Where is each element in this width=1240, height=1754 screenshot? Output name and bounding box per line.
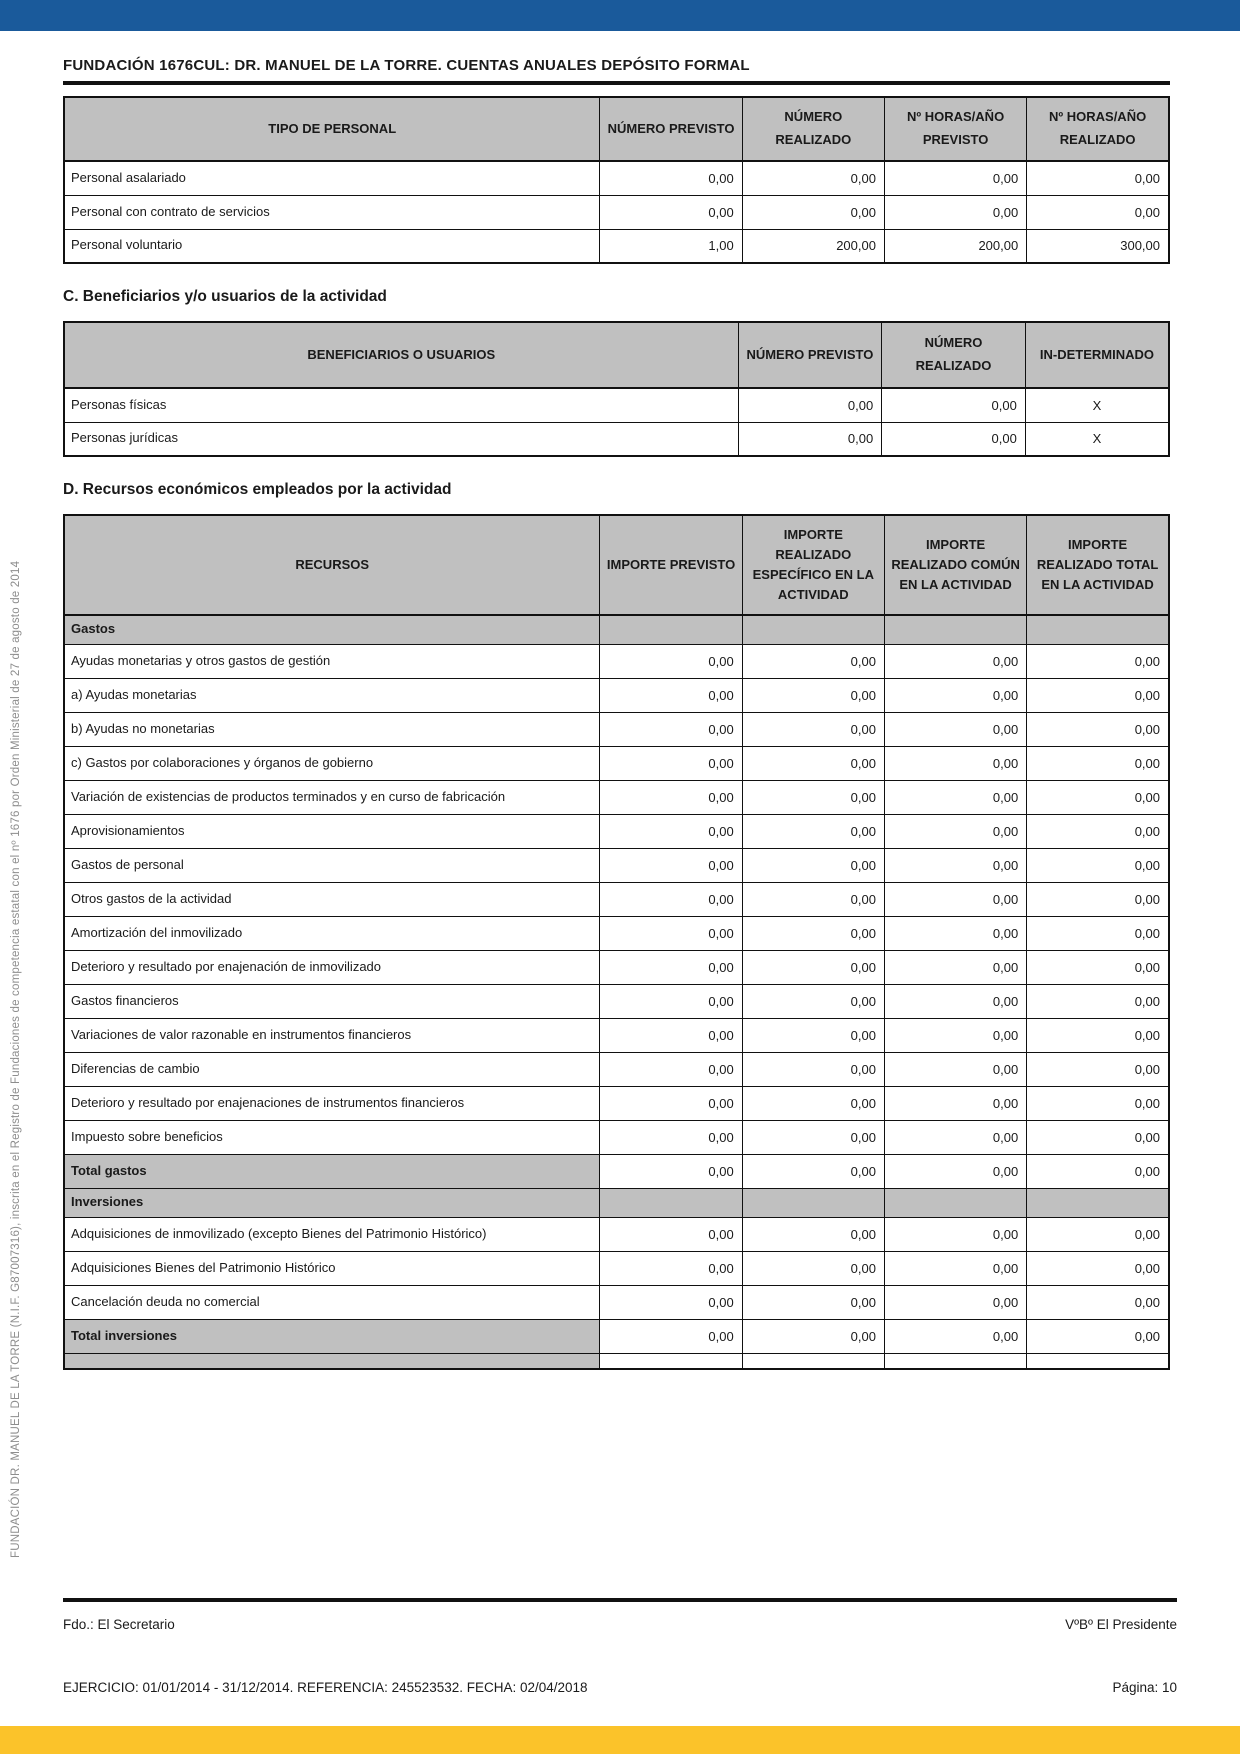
value-cell bbox=[884, 615, 1026, 644]
value-cell: 0,00 bbox=[1027, 780, 1169, 814]
row-label-cell: Diferencias de cambio bbox=[64, 1052, 600, 1086]
column-header: Nº HORAS/AÑO PREVISTO bbox=[884, 97, 1026, 161]
value-cell: 0,00 bbox=[884, 746, 1026, 780]
table-row bbox=[64, 161, 1169, 195]
document-meta-row bbox=[63, 1680, 1177, 1695]
table-row bbox=[64, 422, 1169, 456]
value-cell: 0,00 bbox=[1027, 882, 1169, 916]
column-header: IMPORTE PREVISTO bbox=[600, 515, 742, 615]
column-header: BENEFICIARIOS O USUARIOS bbox=[64, 322, 738, 388]
value-cell: 0,00 bbox=[742, 712, 884, 746]
value-cell: 0,00 bbox=[742, 1052, 884, 1086]
table-row bbox=[64, 1217, 1169, 1251]
row-label-cell: Cancelación deuda no comercial bbox=[64, 1285, 600, 1319]
column-header: IMPORTE REALIZADO COMÚN EN LA ACTIVIDAD bbox=[884, 515, 1026, 615]
row-label-cell: Amortización del inmovilizado bbox=[64, 916, 600, 950]
value-cell: 0,00 bbox=[1027, 161, 1169, 195]
row-label-cell: Total gastos bbox=[64, 1154, 600, 1188]
value-cell bbox=[600, 1353, 742, 1369]
table-row bbox=[64, 195, 1169, 229]
value-cell: 0,00 bbox=[1027, 712, 1169, 746]
row-label-cell: Total inversiones bbox=[64, 1319, 600, 1353]
column-header: Nº HORAS/AÑO REALIZADO bbox=[1027, 97, 1169, 161]
value-cell: 0,00 bbox=[600, 1251, 742, 1285]
value-cell: 0,00 bbox=[882, 388, 1026, 422]
value-cell: 0,00 bbox=[1027, 1217, 1169, 1251]
value-cell: 0,00 bbox=[884, 195, 1026, 229]
value-cell bbox=[742, 1188, 884, 1217]
table-row bbox=[64, 1319, 1169, 1353]
value-cell: 0,00 bbox=[884, 1018, 1026, 1052]
value-cell: 0,00 bbox=[742, 1285, 884, 1319]
value-cell: 0,00 bbox=[600, 1086, 742, 1120]
value-cell: 0,00 bbox=[1027, 916, 1169, 950]
value-cell: 0,00 bbox=[600, 678, 742, 712]
value-cell: 0,00 bbox=[738, 422, 882, 456]
value-cell bbox=[600, 615, 742, 644]
value-cell: 0,00 bbox=[884, 644, 1026, 678]
row-label-cell: Gastos financieros bbox=[64, 984, 600, 1018]
value-cell: 0,00 bbox=[600, 814, 742, 848]
value-cell: 0,00 bbox=[742, 950, 884, 984]
header-row bbox=[64, 97, 1169, 161]
value-cell: 0,00 bbox=[600, 1052, 742, 1086]
row-label-cell: Deterioro y resultado por enajenaciones de instrumentos financieros bbox=[64, 1086, 600, 1120]
row-label-cell: Variaciones de valor razonable en instrumentos financieros bbox=[64, 1018, 600, 1052]
value-cell bbox=[742, 1353, 884, 1369]
value-cell: 0,00 bbox=[882, 422, 1026, 456]
value-cell: 0,00 bbox=[600, 1018, 742, 1052]
row-label-cell: Personal voluntario bbox=[64, 229, 600, 263]
value-cell: 0,00 bbox=[1027, 746, 1169, 780]
value-cell: X bbox=[1025, 388, 1169, 422]
value-cell: 0,00 bbox=[738, 388, 882, 422]
value-cell: 0,00 bbox=[742, 916, 884, 950]
value-cell: 0,00 bbox=[1027, 1018, 1169, 1052]
row-label-cell: Deterioro y resultado por enajenación de inmovilizado bbox=[64, 950, 600, 984]
value-cell: 0,00 bbox=[1027, 950, 1169, 984]
row-label-cell: Inversiones bbox=[64, 1188, 600, 1217]
value-cell: 0,00 bbox=[884, 1217, 1026, 1251]
column-header: NÚMERO REALIZADO bbox=[882, 322, 1026, 388]
value-cell: 0,00 bbox=[884, 950, 1026, 984]
value-cell: 0,00 bbox=[600, 950, 742, 984]
value-cell: 0,00 bbox=[884, 814, 1026, 848]
value-cell: 0,00 bbox=[1027, 195, 1169, 229]
table-row bbox=[64, 1018, 1169, 1052]
value-cell: 0,00 bbox=[1027, 1120, 1169, 1154]
table-row bbox=[64, 984, 1169, 1018]
column-header: RECURSOS bbox=[64, 515, 600, 615]
table-row bbox=[64, 615, 1169, 644]
table-row bbox=[64, 644, 1169, 678]
value-cell: 0,00 bbox=[884, 1120, 1026, 1154]
value-cell: 0,00 bbox=[1027, 1251, 1169, 1285]
bottom-accent-bar bbox=[0, 1726, 1240, 1754]
table-row bbox=[64, 1251, 1169, 1285]
row-label-cell: Personal asalariado bbox=[64, 161, 600, 195]
table-row bbox=[64, 848, 1169, 882]
table-row bbox=[64, 229, 1169, 263]
beneficiaries-table bbox=[63, 321, 1170, 457]
document-page bbox=[63, 31, 1170, 1370]
value-cell: 0,00 bbox=[884, 712, 1026, 746]
value-cell: 0,00 bbox=[742, 814, 884, 848]
row-label-cell: b) Ayudas no monetarias bbox=[64, 712, 600, 746]
value-cell: 0,00 bbox=[600, 1285, 742, 1319]
row-label-cell: Otros gastos de la actividad bbox=[64, 882, 600, 916]
page-number: Página: 10 bbox=[1112, 1680, 1177, 1695]
value-cell: 0,00 bbox=[742, 644, 884, 678]
value-cell: 1,00 bbox=[600, 229, 742, 263]
row-label-cell: Personas físicas bbox=[64, 388, 738, 422]
page-footer bbox=[63, 1598, 1177, 1695]
table-row bbox=[64, 1086, 1169, 1120]
value-cell: 0,00 bbox=[600, 746, 742, 780]
table-row bbox=[64, 1285, 1169, 1319]
value-cell: X bbox=[1025, 422, 1169, 456]
value-cell: 200,00 bbox=[742, 229, 884, 263]
table-row bbox=[64, 780, 1169, 814]
value-cell: 0,00 bbox=[742, 1154, 884, 1188]
value-cell: 0,00 bbox=[1027, 1154, 1169, 1188]
value-cell bbox=[1027, 615, 1169, 644]
table-row bbox=[64, 1188, 1169, 1217]
value-cell: 0,00 bbox=[600, 161, 742, 195]
value-cell: 0,00 bbox=[742, 746, 884, 780]
signature-row bbox=[63, 1598, 1177, 1632]
top-accent-bar bbox=[0, 0, 1240, 31]
value-cell: 0,00 bbox=[1027, 1285, 1169, 1319]
row-label-cell: Personal con contrato de servicios bbox=[64, 195, 600, 229]
column-header: IMPORTE REALIZADO TOTAL EN LA ACTIVIDAD bbox=[1027, 515, 1169, 615]
row-label-cell: Aprovisionamientos bbox=[64, 814, 600, 848]
column-header: NÚMERO PREVISTO bbox=[600, 97, 742, 161]
value-cell: 0,00 bbox=[742, 1086, 884, 1120]
value-cell: 0,00 bbox=[600, 1217, 742, 1251]
value-cell bbox=[884, 1188, 1026, 1217]
value-cell: 0,00 bbox=[742, 1120, 884, 1154]
table-row bbox=[64, 388, 1169, 422]
value-cell: 0,00 bbox=[742, 1018, 884, 1052]
row-label-cell: Personas jurídicas bbox=[64, 422, 738, 456]
table-row bbox=[64, 746, 1169, 780]
value-cell: 0,00 bbox=[884, 678, 1026, 712]
row-label-cell: Ayudas monetarias y otros gastos de gestión bbox=[64, 644, 600, 678]
row-label-cell: c) Gastos por colaboraciones y órganos de gobierno bbox=[64, 746, 600, 780]
value-cell bbox=[1027, 1188, 1169, 1217]
table-row bbox=[64, 814, 1169, 848]
value-cell: 0,00 bbox=[600, 882, 742, 916]
table-row bbox=[64, 712, 1169, 746]
value-cell: 0,00 bbox=[1027, 1086, 1169, 1120]
resources-table bbox=[63, 514, 1170, 1370]
column-header: NÚMERO REALIZADO bbox=[742, 97, 884, 161]
value-cell: 0,00 bbox=[884, 916, 1026, 950]
personnel-table bbox=[63, 96, 1170, 264]
value-cell: 0,00 bbox=[884, 882, 1026, 916]
value-cell: 0,00 bbox=[884, 780, 1026, 814]
value-cell: 0,00 bbox=[600, 1154, 742, 1188]
header-row bbox=[64, 322, 1169, 388]
value-cell: 0,00 bbox=[1027, 984, 1169, 1018]
value-cell: 0,00 bbox=[884, 1285, 1026, 1319]
value-cell: 0,00 bbox=[600, 644, 742, 678]
value-cell: 0,00 bbox=[884, 1154, 1026, 1188]
table-row bbox=[64, 916, 1169, 950]
table-row bbox=[64, 678, 1169, 712]
value-cell: 0,00 bbox=[1027, 1052, 1169, 1086]
value-cell: 0,00 bbox=[742, 161, 884, 195]
value-cell: 0,00 bbox=[884, 1086, 1026, 1120]
value-cell: 0,00 bbox=[742, 780, 884, 814]
value-cell: 0,00 bbox=[1027, 848, 1169, 882]
value-cell: 0,00 bbox=[884, 984, 1026, 1018]
row-label-cell: Variación de existencias de productos terminados y en curso de fabricación bbox=[64, 780, 600, 814]
value-cell: 0,00 bbox=[600, 780, 742, 814]
section-c-heading: C. Beneficiarios y/o usuarios de la actividad bbox=[63, 288, 387, 305]
value-cell: 0,00 bbox=[884, 1052, 1026, 1086]
value-cell: 0,00 bbox=[742, 984, 884, 1018]
value-cell: 0,00 bbox=[884, 161, 1026, 195]
value-cell: 0,00 bbox=[600, 195, 742, 229]
table-row bbox=[64, 1353, 1169, 1369]
header-row bbox=[64, 515, 1169, 615]
secretary-signature-label: Fdo.: El Secretario bbox=[63, 1617, 175, 1632]
table-row bbox=[64, 950, 1169, 984]
row-label-cell: Adquisiciones de inmovilizado (excepto Bienes del Patrimonio Histórico) bbox=[64, 1217, 600, 1251]
section-d-heading: D. Recursos económicos empleados por la actividad bbox=[63, 481, 452, 498]
value-cell: 0,00 bbox=[884, 1251, 1026, 1285]
value-cell: 0,00 bbox=[600, 916, 742, 950]
value-cell: 0,00 bbox=[600, 848, 742, 882]
value-cell bbox=[600, 1188, 742, 1217]
value-cell: 0,00 bbox=[600, 984, 742, 1018]
value-cell: 0,00 bbox=[742, 848, 884, 882]
value-cell: 200,00 bbox=[884, 229, 1026, 263]
value-cell: 0,00 bbox=[1027, 678, 1169, 712]
row-label-cell: Gastos bbox=[64, 615, 600, 644]
value-cell: 0,00 bbox=[742, 1217, 884, 1251]
value-cell: 0,00 bbox=[1027, 814, 1169, 848]
value-cell: 0,00 bbox=[600, 1319, 742, 1353]
value-cell: 0,00 bbox=[742, 678, 884, 712]
value-cell: 0,00 bbox=[884, 848, 1026, 882]
exercise-reference-text: EJERCICIO: 01/01/2014 - 31/12/2014. REFERENCIA: 245523532. FECHA: 02/04/2018 bbox=[63, 1680, 588, 1695]
table-row bbox=[64, 1052, 1169, 1086]
registry-sidebar-note: FUNDACIÓN DR. MANUEL DE LA TORRE (N.I.F. G87007316), inscrita en el Registro de Fundaciones de competencia estatal con el nº 1676 por Orden Ministerial de 27 de agosto de 2014 bbox=[10, 560, 22, 1558]
value-cell: 0,00 bbox=[742, 1251, 884, 1285]
value-cell: 0,00 bbox=[600, 712, 742, 746]
row-label-cell: a) Ayudas monetarias bbox=[64, 678, 600, 712]
table-row bbox=[64, 1154, 1169, 1188]
column-header: TIPO DE PERSONAL bbox=[64, 97, 600, 161]
column-header: IN-DETERMINADO bbox=[1025, 322, 1169, 388]
row-label-cell: Impuesto sobre beneficios bbox=[64, 1120, 600, 1154]
column-header: IMPORTE REALIZADO ESPECÍFICO EN LA ACTIVIDAD bbox=[742, 515, 884, 615]
value-cell: 0,00 bbox=[600, 1120, 742, 1154]
value-cell: 0,00 bbox=[884, 1319, 1026, 1353]
column-header: NÚMERO PREVISTO bbox=[738, 322, 882, 388]
value-cell: 0,00 bbox=[742, 882, 884, 916]
value-cell bbox=[884, 1353, 1026, 1369]
value-cell bbox=[1027, 1353, 1169, 1369]
value-cell: 0,00 bbox=[742, 1319, 884, 1353]
value-cell: 0,00 bbox=[1027, 644, 1169, 678]
value-cell: 0,00 bbox=[1027, 1319, 1169, 1353]
table-row bbox=[64, 882, 1169, 916]
row-label-cell: Adquisiciones Bienes del Patrimonio Histórico bbox=[64, 1251, 600, 1285]
value-cell bbox=[742, 615, 884, 644]
president-signature-label: VºBº El Presidente bbox=[1065, 1617, 1177, 1632]
row-label-cell: Gastos de personal bbox=[64, 848, 600, 882]
row-label-cell bbox=[64, 1353, 600, 1369]
value-cell: 300,00 bbox=[1027, 229, 1169, 263]
value-cell: 0,00 bbox=[742, 195, 884, 229]
table-row bbox=[64, 1120, 1169, 1154]
page-title: FUNDACIÓN 1676CUL: DR. MANUEL DE LA TORRE. CUENTAS ANUALES DEPÓSITO FORMAL bbox=[63, 57, 1170, 85]
